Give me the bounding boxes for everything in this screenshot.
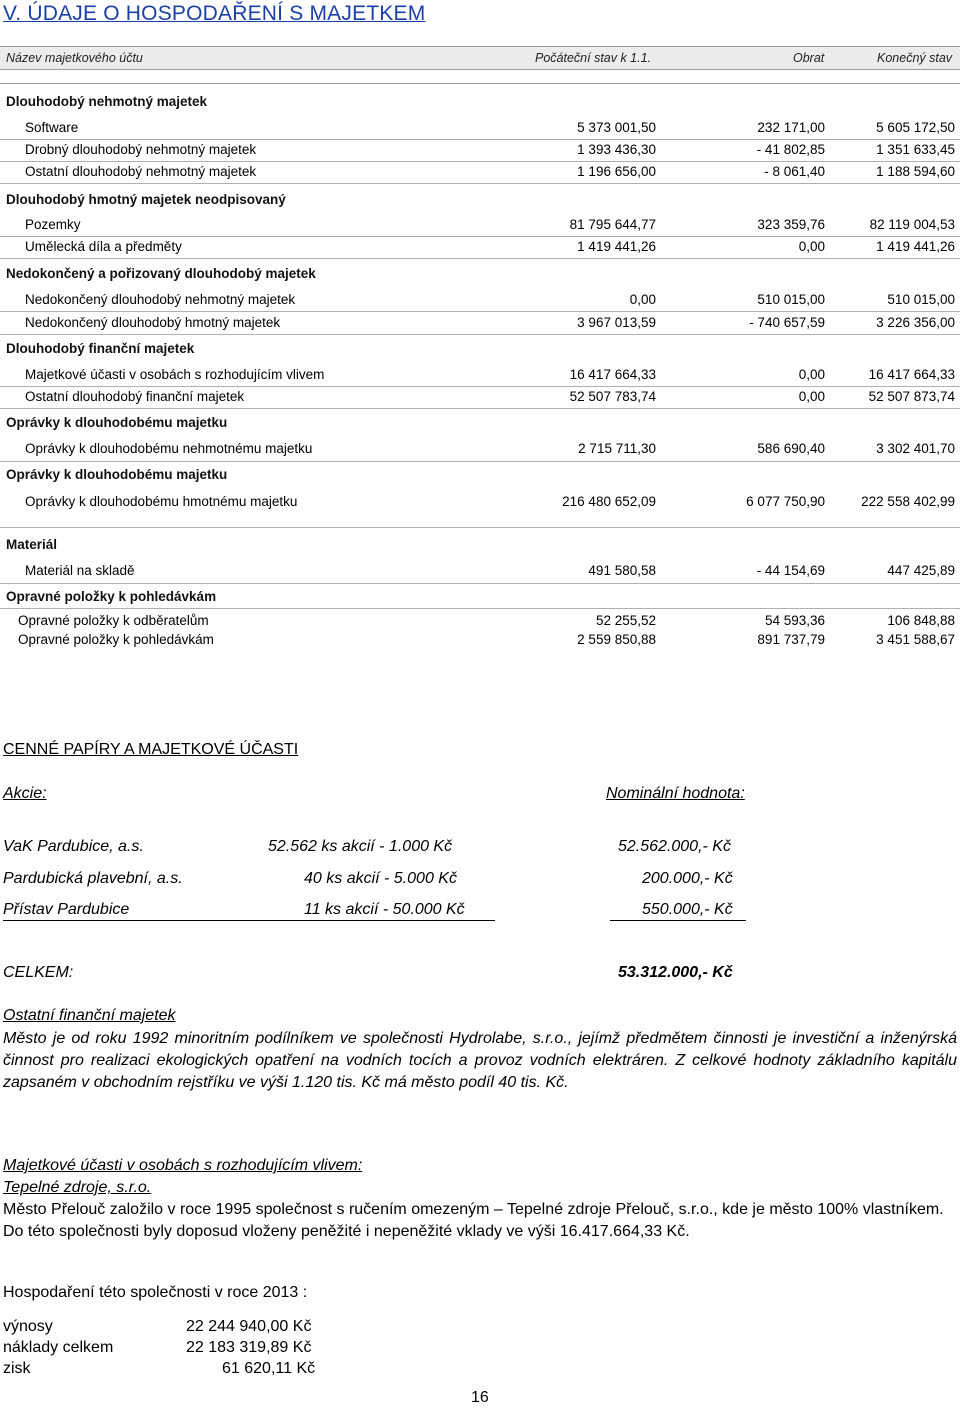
row-turnover: 6 077 750,90 — [746, 494, 825, 509]
share-count: 11 ks akcií - 50.000 Kč — [304, 901, 465, 918]
row-end: 82 119 004,53 — [869, 217, 955, 232]
row-end: 5 605 172,50 — [876, 120, 955, 135]
row-divider — [0, 408, 960, 409]
row-end: 510 015,00 — [887, 292, 955, 307]
row-divider — [0, 236, 960, 237]
row-divider — [0, 527, 960, 528]
row-turnover: 232 171,00 — [757, 120, 825, 135]
other-fin-text: Město je od roku 1992 minoritním podílníkem ve společnosti Hydrolabe, s.r.o., jejímž předmětem činnosti je investiční a inženýrská činnost pro realizaci ekologických opatření na vodních tocích a provoz vodních elektráren. Z celkové hodnoty základního kapitálu zapsaném v obchodním rejstříku ve výši 1.120 tis. Kč má město podíl 40 tis. Kč. — [3, 1030, 957, 1091]
row-end: 3 226 356,00 — [876, 315, 955, 330]
row-label: Software — [25, 120, 79, 135]
share-name: Přístav Pardubice — [3, 901, 130, 918]
row-start: 0,00 — [629, 292, 656, 307]
row-label: Ostatní dlouhodobý finanční majetek — [25, 389, 245, 404]
row-start: 52 255,52 — [595, 613, 656, 628]
row-divider — [0, 334, 960, 335]
section-heading: Opravné položky k pohledávkám — [6, 589, 217, 604]
row-end: 16 417 664,33 — [868, 367, 955, 382]
page-title: V. ÚDAJE O HOSPODAŘENÍ S MAJETKEM — [3, 2, 426, 25]
underline-rule — [3, 920, 495, 921]
row-start: 2 559 850,88 — [577, 632, 656, 647]
row-start: 2 715 711,30 — [578, 441, 656, 456]
header-start-balance: Počáteční stav k 1.1. — [535, 51, 652, 65]
economy-heading: Hospodaření této společnosti v roce 2013 : — [3, 1284, 308, 1301]
row-turnover: 0,00 — [798, 367, 825, 382]
row-turnover: 0,00 — [798, 389, 825, 404]
economy-label: výnosy — [3, 1318, 53, 1335]
section-heading: Dlouhodobý nehmotný majetek — [6, 94, 208, 109]
row-turnover: 891 737,79 — [757, 632, 825, 647]
row-start: 1 393 436,30 — [577, 142, 656, 157]
row-label: Nedokončený dlouhodobý nehmotný majetek — [25, 292, 296, 307]
share-count: 40 ks akcií - 5.000 Kč — [304, 870, 457, 887]
row-divider — [0, 258, 960, 259]
row-start: 3 967 013,59 — [577, 315, 656, 330]
share-value: 550.000,- Kč — [642, 901, 733, 918]
page-number: 16 — [471, 1389, 489, 1406]
row-end: 3 302 401,70 — [876, 441, 955, 456]
row-start: 81 795 644,77 — [569, 217, 656, 232]
row-start: 1 419 441,26 — [577, 239, 656, 254]
total-value: 53.312.000,- Kč — [618, 964, 733, 981]
nominal-label: Nominální hodnota: — [606, 785, 745, 802]
underline-rule — [610, 920, 746, 921]
row-label: Majetkové účasti v osobách s rozhodujícím vlivem — [25, 367, 325, 382]
control-heading: Majetkové účasti v osobách s rozhodujícím vlivem: — [3, 1157, 363, 1174]
row-label: Pozemky — [25, 217, 81, 232]
table-header — [0, 46, 960, 70]
row-label: Drobný dlouhodobý nehmotný majetek — [25, 142, 257, 157]
share-count: 52.562 ks akcií - 1.000 Kč — [268, 838, 453, 855]
row-end: 3 451 588,67 — [876, 632, 955, 647]
section-heading: Nedokončený a pořizovaný dlouhodobý majetek — [6, 266, 316, 281]
row-divider — [0, 583, 960, 584]
row-turnover: 323 359,76 — [757, 217, 825, 232]
row-label: Opravné položky k pohledávkám — [18, 632, 214, 647]
row-end: 1 188 594,60 — [876, 164, 955, 179]
row-label: Ostatní dlouhodobý nehmotný majetek — [25, 164, 257, 179]
row-divider — [0, 139, 960, 140]
share-value: 52.562.000,- Kč — [618, 838, 731, 855]
header-divider — [0, 69, 960, 70]
section-heading: Dlouhodobý hmotný majetek neodpisovaný — [6, 192, 286, 207]
control-text: Město Přelouč založilo v roce 1995 společnost s ručením omezeným – Tepelné zdroje Přelouč, s.r.o., kde je město 100% vlastníkem. Do této společnosti byly doposud vloženy peněžité i nepeněžité vklady ve výši 16.417.664,33 Kč. — [3, 1201, 944, 1240]
row-turnover: 54 593,36 — [764, 613, 825, 628]
row-turnover: - 8 061,40 — [764, 164, 825, 179]
row-label: Oprávky k dlouhodobému nehmotnému majetku — [25, 441, 313, 456]
row-turnover: 586 690,40 — [757, 441, 825, 456]
row-label: Umělecká díla a předměty — [25, 239, 182, 254]
row-divider — [0, 386, 960, 387]
row-end: 222 558 402,99 — [861, 494, 955, 509]
header-end-balance: Konečný stav — [877, 51, 953, 65]
economy-value: 22 244 940,00 Kč — [186, 1318, 312, 1335]
total-label: CELKEM: — [3, 964, 74, 981]
row-divider — [0, 461, 960, 462]
row-end: 106 848,88 — [887, 613, 955, 628]
share-name: VaK Pardubice, a.s. — [3, 838, 144, 855]
row-start: 5 373 001,50 — [577, 120, 656, 135]
row-label: Materiál na skladě — [25, 563, 135, 578]
row-divider — [0, 161, 960, 162]
row-end: 52 507 873,74 — [868, 389, 955, 404]
row-label: Nedokončený dlouhodobý hmotný majetek — [25, 315, 281, 330]
section-heading: Oprávky k dlouhodobému majetku — [6, 467, 228, 482]
row-divider — [0, 608, 960, 609]
section-heading: Materiál — [6, 537, 58, 552]
row-turnover: 0,00 — [798, 239, 825, 254]
row-label: Opravné položky k odběratelům — [18, 613, 209, 628]
economy-label: náklady celkem — [3, 1339, 114, 1356]
economy-value: 61 620,11 Kč — [222, 1360, 316, 1377]
row-start: 491 580,58 — [588, 563, 656, 578]
row-divider — [0, 183, 960, 184]
row-end: 447 425,89 — [887, 563, 955, 578]
share-value: 200.000,- Kč — [642, 870, 733, 887]
share-name: Pardubická plavební, a.s. — [3, 870, 183, 887]
securities-heading: CENNÉ PAPÍRY A MAJETKOVÉ ÚČASTI — [3, 741, 299, 758]
section-heading: Oprávky k dlouhodobému majetku — [6, 415, 228, 430]
economy-value: 22 183 319,89 Kč — [186, 1339, 312, 1356]
header-account-name: Název majetkového účtu — [6, 51, 143, 65]
row-turnover: - 41 802,85 — [756, 142, 825, 157]
row-end: 1 351 633,45 — [876, 142, 955, 157]
row-turnover: - 44 154,69 — [756, 563, 825, 578]
row-start: 1 196 656,00 — [577, 164, 656, 179]
economy-label: zisk — [3, 1360, 31, 1377]
control-company: Tepelné zdroje, s.r.o. — [3, 1179, 152, 1196]
row-end: 1 419 441,26 — [876, 239, 955, 254]
row-start: 216 480 652,09 — [562, 494, 656, 509]
shares-label: Akcie: — [3, 785, 47, 802]
row-start: 52 507 783,74 — [569, 389, 656, 404]
row-divider — [0, 311, 960, 312]
row-label: Oprávky k dlouhodobému hmotnému majetku — [25, 494, 298, 509]
header-divider — [0, 83, 960, 84]
row-turnover: 510 015,00 — [757, 292, 825, 307]
header-turnover: Obrat — [793, 51, 825, 65]
row-start: 16 417 664,33 — [569, 367, 656, 382]
section-heading: Dlouhodobý finanční majetek — [6, 341, 195, 356]
row-turnover: - 740 657,59 — [749, 315, 825, 330]
other-fin-heading: Ostatní finanční majetek — [3, 1007, 176, 1024]
